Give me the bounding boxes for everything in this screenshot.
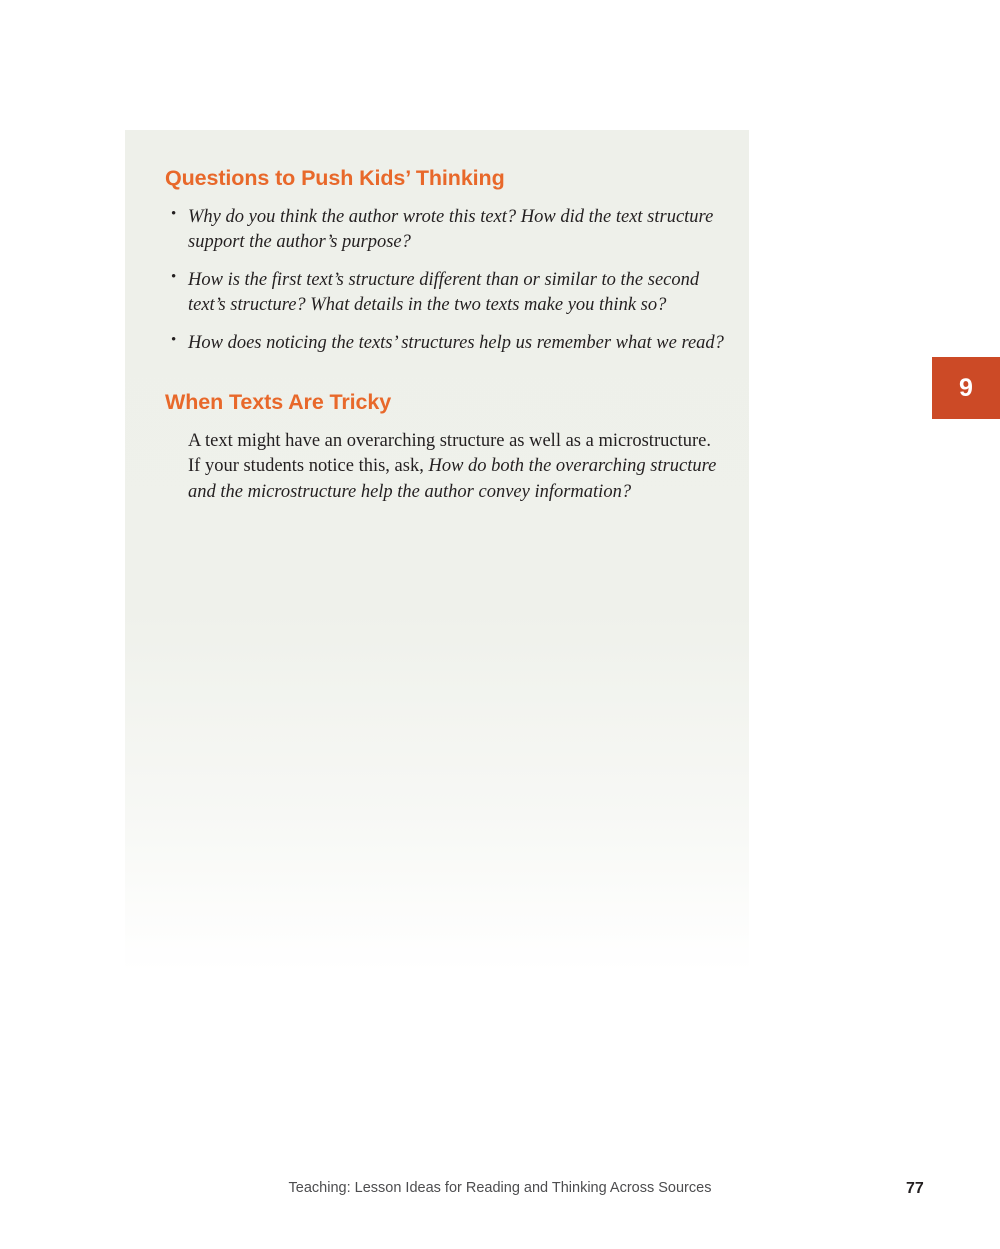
questions-list: [165, 205, 727, 356]
page-number: 77: [906, 1180, 924, 1197]
content-panel: [125, 130, 749, 1008]
section-heading-questions: Questions to Push Kids’ Thinking: [165, 166, 505, 190]
list-item-text: How is the first text’s structure different than or similar to the second text’s structure? What details in the two texts make you think so?: [188, 269, 700, 315]
list-item-text: How does noticing the texts’ structures help us remember what we read?: [188, 332, 724, 353]
tricky-paragraph-question: How do both the overarching structure and the microstructure help the author convey information?: [188, 456, 717, 502]
list-item: [165, 268, 727, 318]
tricky-paragraph-text: A text might have an overarching structure as well as a microstructure. If your students notice this, ask,: [188, 430, 711, 477]
list-item: [165, 331, 727, 356]
content-inner: [165, 166, 727, 505]
section-heading-tricky: When Texts Are Tricky: [165, 389, 392, 414]
chapter-tab-number: 9: [959, 373, 973, 402]
chapter-tab: [932, 357, 1000, 419]
tricky-paragraph: [165, 429, 727, 506]
list-item-text: Why do you think the author wrote this text? How did the text structure support the author’s purpose?: [188, 207, 714, 252]
page-footer: [0, 1180, 1000, 1204]
footer-title: Teaching: Lesson Ideas for Reading and Thinking Across Sources: [288, 1180, 712, 1196]
list-item: [165, 205, 727, 255]
